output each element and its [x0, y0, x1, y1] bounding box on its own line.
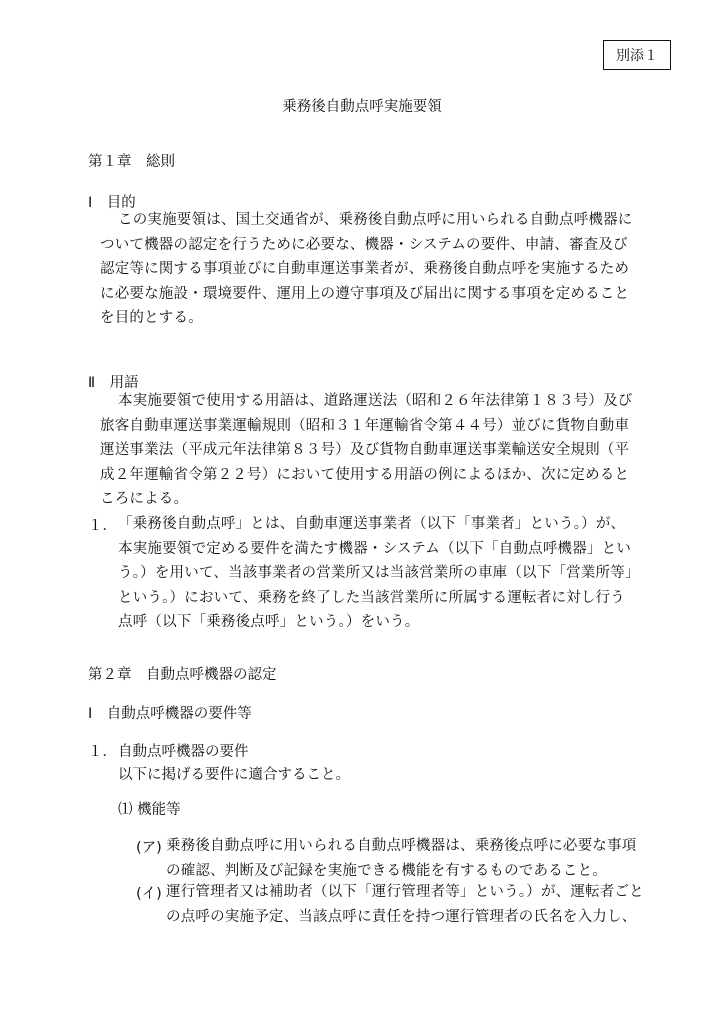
- device-item-1-lead: 以下に掲げる要件に適合すること。: [118, 767, 350, 783]
- section-purpose-body: この実施要領は、国土交通省が、乗務後自動点呼に用いられる自動点呼機器について機器の認定を行うために必要な、機器・システムの要件、申請、審査及び認定等に関する事項並びに自動車運送事業者が、乗務後自動点呼を実施するために必要な施設・環境要件、運用上の遵守事項及び届出に関する事項を定めることを目的とする。: [100, 212, 633, 326]
- section-terms-body: 本実施要領で使用する用語は、道路運送法（昭和２６年法律第１８３号）及び旅客自動車運送事業運輸規則（昭和３１年運輸省令第４４号）並びに貨物自動車運送事業法（平成元年法律第８３号）及び貨物自動車運送事業輸送安全規則（平成２年運輸省令第２２号）において使用する用語の例によるほか、次に定めるところによる。: [100, 393, 633, 507]
- device-item-1-number: １．: [88, 744, 117, 760]
- section-terms-heading: Ⅱ 用語: [88, 375, 139, 391]
- clause-a-body: 乗務後自動点呼に用いられる自動点呼機器は、乗務後点呼に必要な事項の確認、判断及び記録を実施できる機能を有するものであること。: [166, 838, 637, 879]
- clause-i-body: 運行管理者又は補助者（以下「運行管理者等」という。）が、運転者ごとの点呼の実施予定、当該点呼に責任を持つ運行管理者の氏名を入力し、: [166, 884, 644, 925]
- terms-item-1-body: 「乗務後自動点呼」とは、自動車運送事業者（以下「事業者」という。）が、本実施要領で定める要件を満たす機器・システム（以下「自動点呼機器」という。）を用いて、当該事業者の営業所又は当該営業所の車庫（以下「営業所等」という。）において、乗務を終了した当該営業所に所属する運転者に対し行う点呼（以下「乗務後点呼」という。）をいう。: [118, 516, 633, 630]
- section-device-requirements-heading: Ⅰ 自動点呼機器の要件等: [88, 706, 252, 722]
- chapter-1-heading: 第１章 総則: [88, 154, 175, 170]
- chapter-2-heading: 第２章 自動点呼機器の認定: [88, 667, 277, 683]
- clause-a-label: (ア): [136, 840, 162, 856]
- section-purpose-heading: Ⅰ 目的: [88, 195, 136, 211]
- clause-i-label: (イ): [136, 886, 162, 902]
- attachment-label: 別添１: [603, 40, 671, 70]
- subsection-functions-heading: ⑴ 機能等: [118, 802, 181, 818]
- terms-item-1-number: １．: [88, 518, 117, 534]
- document-title: 乗務後自動点呼実施要領: [282, 99, 442, 115]
- device-item-1-title: 自動点呼機器の要件: [118, 744, 249, 760]
